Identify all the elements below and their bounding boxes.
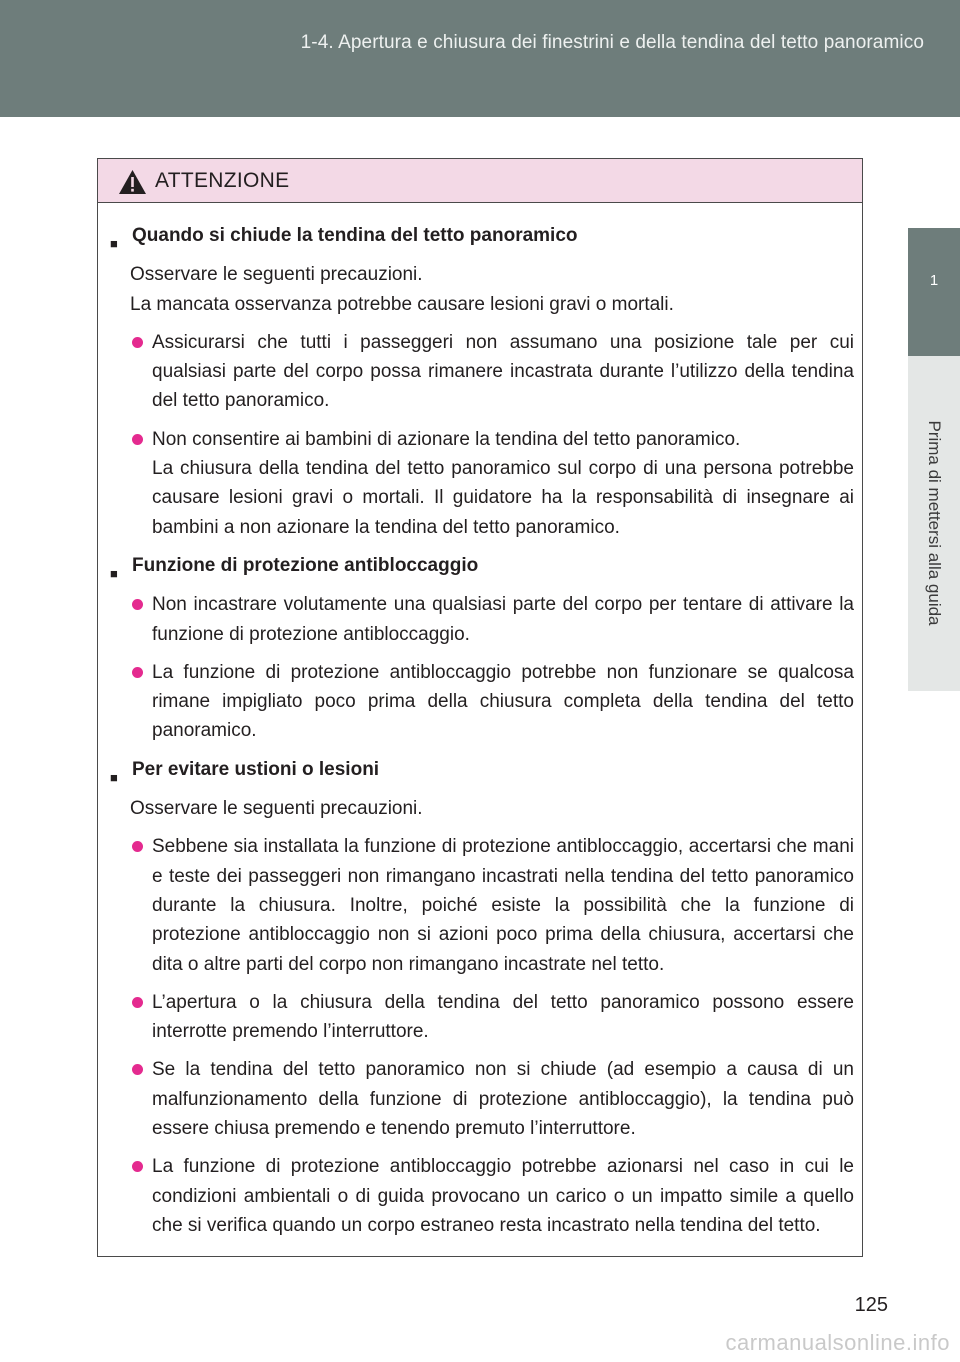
bullet-dot-icon: [132, 1161, 143, 1172]
warning-title: ATTENZIONE: [155, 169, 290, 192]
bullet-text: La funzione di protezione antibloccaggio potrebbe non funzionare se qualcosa rimane impigliato poco prima della chiusura completa della tendina del tetto panoramico.: [152, 661, 854, 742]
warning-triangle-icon: [118, 169, 147, 195]
section-intro: [106, 260, 854, 319]
bullet-text: Assicurarsi che tutti i passeggeri non assumano una posizione tale per cui qualsiasi parte del corpo possa rimanere incastrata durante l’utilizzo della tendina del tetto panoramico.: [152, 331, 854, 412]
bullet-dot-icon: [132, 434, 143, 445]
bullet-text: La funzione di protezione antibloccaggio potrebbe azionarsi nel caso in cui le condizioni ambientali o di guida provocano un carico o un impatto simile a quello che si verifica quando un corpo estraneo resta incastrato nella tendina del tetto.: [152, 1156, 854, 1236]
intro-line: La mancata osservanza potrebbe causare lesioni gravi o mortali.: [130, 293, 674, 315]
bullet-item: [106, 988, 854, 1047]
bullet-item: [106, 425, 854, 542]
bullet-item: [106, 1152, 854, 1240]
warning-section: [106, 755, 854, 1240]
warning-box: [97, 158, 863, 1257]
bullet-text: Non incastrare volutamente una qualsiasi parte del corpo per tentare di attivare la funzione di protezione antibloccaggio.: [152, 594, 854, 645]
section-heading: [106, 755, 854, 784]
bullet-dot-icon: [132, 841, 143, 852]
section-heading-text: Per evitare ustioni o lesioni: [132, 758, 380, 780]
bullet-dot-icon: [132, 337, 143, 348]
bullet-item: [106, 1055, 854, 1143]
chapter-label: Prima di mettersi alla guida: [925, 420, 944, 626]
page-header: [0, 0, 960, 117]
chapter-title: 1-4. Apertura e chiusura dei finestrini e della tendina del tetto panoramico: [300, 32, 924, 53]
intro-line: Osservare le seguenti precauzioni.: [130, 264, 423, 286]
section-intro: [106, 794, 854, 823]
page-number: 125: [854, 1294, 888, 1316]
bullet-item: [106, 658, 854, 746]
section-heading: [106, 551, 854, 580]
bullet-dot-icon: [132, 997, 143, 1008]
bullet-dot-icon: [132, 667, 143, 678]
warning-header: [98, 159, 862, 203]
chapter-number: 1: [929, 272, 939, 289]
square-bullet-icon: ■: [110, 769, 118, 785]
square-bullet-icon: ■: [110, 565, 118, 581]
chapter-tab: [908, 228, 960, 356]
bullet-dot-icon: [132, 1064, 143, 1075]
warning-section: [106, 221, 854, 542]
bullet-text: La chiusura della tendina del tetto panoramico sul corpo di una persona potrebbe causare lesioni gravi o mortali. Il guidatore ha la responsabilità di insegnare ai bambini a non azionare la tendina del tetto panoramico.: [152, 458, 854, 538]
bullet-item: [106, 832, 854, 978]
section-heading-text: Funzione di protezione antibloccaggio: [132, 554, 479, 576]
bullet-item: [106, 590, 854, 649]
section-heading: [106, 221, 854, 250]
warning-section: [106, 551, 854, 746]
square-bullet-icon: ■: [110, 236, 118, 251]
section-heading-text: Quando si chiude la tendina del tetto panoramico: [132, 225, 578, 246]
bullet-item: [106, 328, 854, 416]
intro-line: Osservare le seguenti precauzioni.: [130, 798, 423, 820]
bullet-text: Non consentire ai bambini di azionare la tendina del tetto panoramico.: [152, 428, 741, 450]
bullet-text: Se la tendina del tetto panoramico non si chiude (ad esempio a causa di un malfunzionamento della funzione di protezione antibloccaggio), la tendina può essere chiusa premendo e tenendo premuto l’interruttore.: [152, 1059, 854, 1140]
watermark: carmanualsonline.info: [725, 1330, 950, 1355]
bullet-text: L’apertura o la chiusura della tendina del tetto panoramico possono essere interrotte premendo l’interruttore.: [152, 991, 854, 1043]
bullet-text: Sebbene sia installata la funzione di protezione antibloccaggio, accertarsi che mani e teste dei passeggeri non rimangano incastrati nella tendina del tetto panoramico durante la chiusura. Inoltre, poiché esiste la possibilità che la funzione di protezione antibloccaggio non si azioni poco prima della chiusura, accertarsi che dita o altre parti del corpo non rimangano incastrate nel tetto.: [152, 836, 854, 975]
warning-body: [98, 203, 862, 1249]
bullet-dot-icon: [132, 599, 143, 610]
